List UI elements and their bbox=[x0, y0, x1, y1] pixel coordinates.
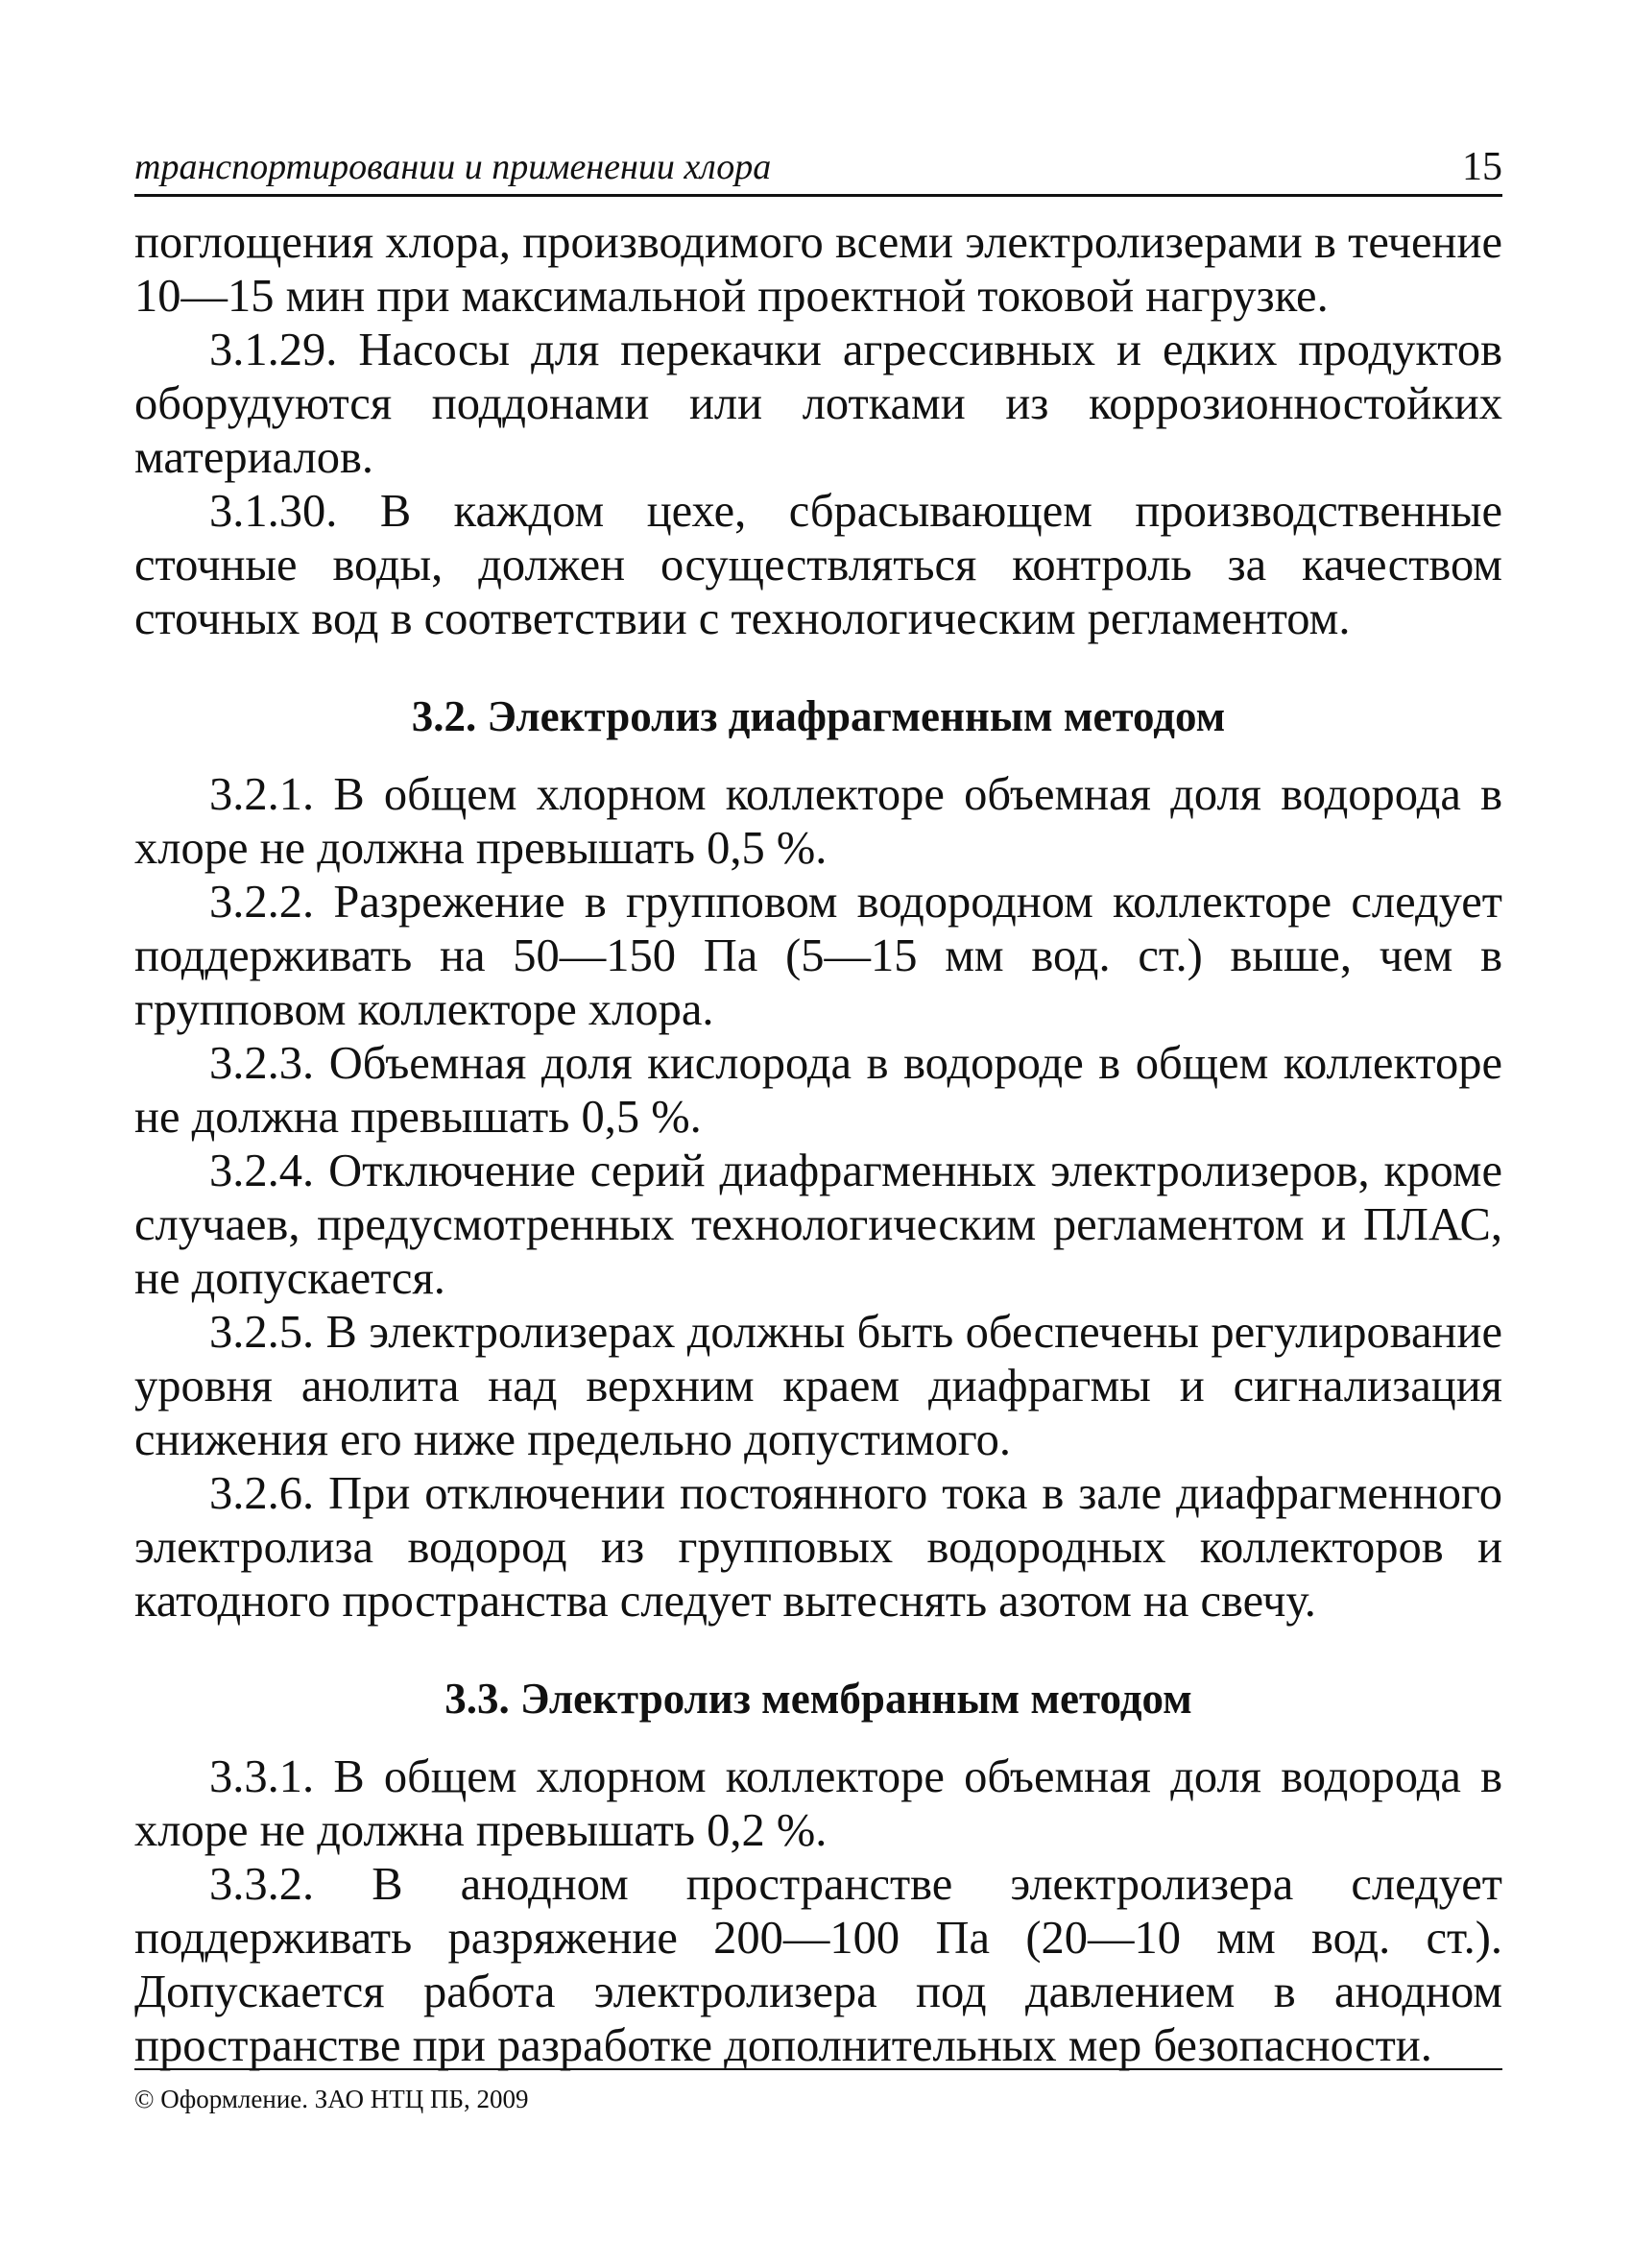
page-footer bbox=[134, 2068, 1502, 2114]
body-text bbox=[134, 216, 1502, 2073]
paragraph-3-2-1: 3.2.1. В общем хлорном коллекторе объемная доля водорода в хлоре не должна превышать 0,5 %. bbox=[134, 769, 1502, 874]
paragraph-3-2-6: 3.2.6. При отключении постоянного тока в зале диафрагменного электролиза водород из групповых водородных коллекторов и катодного пространства следует вытеснять азотом на свечу. bbox=[134, 1468, 1502, 1627]
paragraph-3-2-4: 3.2.4. Отключение серий диафрагменных электролизеров, кроме случаев, предусмотренных технологическим регламентом и ПЛАС, не допускается. bbox=[134, 1146, 1502, 1304]
document-page bbox=[134, 144, 1502, 2073]
section-heading-3-2: 3.2. Электролиз диафрагменным методом bbox=[411, 692, 1226, 740]
running-header bbox=[134, 144, 1502, 197]
section-heading-3-3: 3.3. Электролиз мембранным методом bbox=[444, 1675, 1192, 1723]
page-number: 15 bbox=[1462, 145, 1502, 189]
copyright-notice: © Оформление. ЗАО НТЦ ПБ, 2009 bbox=[134, 2085, 529, 2113]
paragraph-3-3-1: 3.3.1. В общем хлорном коллекторе объемная доля водорода в хлоре не должна превышать 0,2 %. bbox=[134, 1751, 1502, 1856]
paragraph-3-1-30: 3.1.30. В каждом цехе, сбрасывающем производственные сточные воды, должен осуществляться контроль за качеством сточных вод в соответствии с технологическим регламентом. bbox=[134, 486, 1502, 644]
paragraph-3-2-5: 3.2.5. В электролизерах должны быть обеспечены регулирование уровня анолита над верхним краем диафрагмы и сигнализация снижения его ниже предельно допустимого. bbox=[134, 1307, 1502, 1465]
paragraph-3-3-2: 3.3.2. В анодном пространстве электролизера следует поддерживать разряжение 200—100 Па (20—10 мм вод. ст.). Допускается работа электролизера под давлением в анодном пространстве при разработке дополнительных мер безопасности. bbox=[134, 1859, 1502, 2071]
paragraph-3-2-2: 3.2.2. Разрежение в групповом водородном коллекторе следует поддерживать на 50—150 Па (5—15 мм вод. ст.) выше, чем в групповом коллекторе хлора. bbox=[134, 877, 1502, 1035]
paragraph-3-2-3: 3.2.3. Объемная доля кислорода в водороде в общем коллекторе не должна превышать 0,5 %. bbox=[134, 1038, 1502, 1143]
paragraph-continued: поглощения хлора, производимого всеми электролизерами в течение 10—15 мин при максимальной проектной токовой нагрузке. bbox=[134, 217, 1502, 322]
header-title: транспортировании и применении хлора bbox=[134, 147, 772, 187]
paragraph-3-1-29: 3.1.29. Насосы для перекачки агрессивных и едких продуктов оборудуются поддонами или лотками из коррозионностойких материалов. bbox=[134, 325, 1502, 483]
